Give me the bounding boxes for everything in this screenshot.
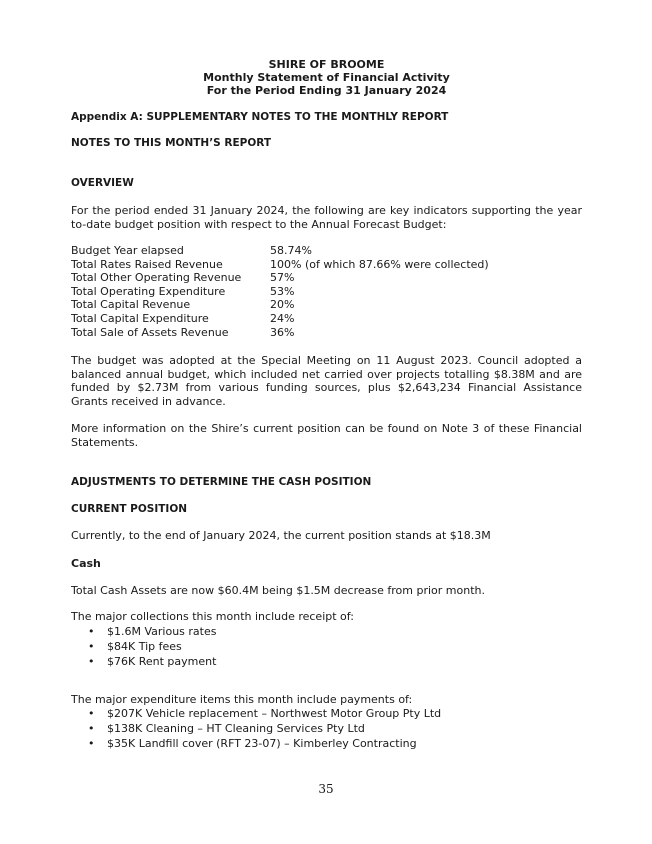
report-title: Monthly Statement of Financial Activity [203, 71, 450, 84]
collection-item: • $1.6M Various rates [107, 624, 582, 639]
indicator-label: Total Operating Expenditure [71, 284, 226, 298]
expenditure-list [71, 706, 582, 751]
current-position-heading: CURRENT POSITION [71, 503, 188, 516]
cash-assets-text: Total Cash Assets are now $60.4M being $1.5M decrease from prior month. [71, 583, 485, 597]
overview-heading: OVERVIEW [71, 177, 134, 189]
indicator-row [71, 285, 582, 299]
adjustments-heading: ADJUSTMENTS TO DETERMINE THE CASH POSITION [71, 476, 372, 489]
indicator-row [71, 244, 582, 258]
indicator-label: Total Capital Expenditure [71, 311, 209, 325]
expenditure-intro: The major expenditure items this month include payments of: [71, 692, 413, 706]
collection-item: • $76K Rent payment [107, 654, 582, 669]
collection-item: • $84K Tip fees [107, 639, 582, 654]
indicator-row [71, 312, 582, 326]
page-number: 35 [318, 782, 334, 796]
expenditure-item: • $35K Landfill cover (RFT 23-07) – Kimberley Contracting [107, 736, 582, 751]
indicator-value: 20% [270, 298, 295, 312]
collections-intro: The major collections this month include receipt of: [71, 610, 354, 624]
indicator-value: 58.74% [270, 244, 312, 257]
indicator-label: Total Other Operating Revenue [71, 271, 242, 285]
indicator-label: Total Rates Raised Revenue [71, 257, 223, 271]
indicator-value: 53% [270, 284, 295, 298]
indicator-value: 24% [270, 311, 295, 325]
document-page [71, 58, 582, 751]
indicator-label: Total Capital Revenue [71, 298, 191, 312]
indicator-label: Budget Year elapsed [71, 244, 184, 257]
report-period: For the Period Ending 31 January 2024 [206, 84, 447, 97]
indicator-row [71, 258, 582, 272]
organisation-title: SHIRE OF BROOME [268, 58, 385, 71]
indicator-label: Total Sale of Assets Revenue [71, 325, 229, 339]
key-indicators-list [71, 244, 582, 339]
indicator-value: 57% [270, 271, 295, 285]
current-position-text: Currently, to the end of January 2024, the current position stands at $18.3M [71, 529, 491, 543]
indicator-row [71, 326, 582, 340]
indicator-value: 100% (of which 87.66% were collected) [270, 257, 489, 271]
document-header [71, 58, 582, 97]
indicator-row [71, 298, 582, 312]
expenditure-item: • $138K Cleaning – HT Cleaning Services Pty Ltd [107, 721, 582, 736]
more-information-paragraph: More information on the Shire’s current position can be found on Note 3 of these Financial Statements. [71, 422, 582, 449]
appendix-heading: Appendix A: SUPPLEMENTARY NOTES TO THE MONTHLY REPORT [71, 111, 449, 123]
cash-heading: Cash [71, 556, 101, 570]
indicator-row [71, 271, 582, 285]
notes-heading: NOTES TO THIS MONTH’S REPORT [71, 137, 272, 149]
budget-adoption-paragraph: The budget was adopted at the Special Meeting on 11 August 2023. Council adopted a balanced annual budget, which included net carried over projects totalling $8.38M and are funded by $2.73M from various funding sources, plus $2,643,234 Financial Assistance Grants received in advance. [71, 354, 582, 408]
collections-list [71, 624, 582, 669]
expenditure-item: • $207K Vehicle replacement – Northwest Motor Group Pty Ltd [107, 706, 582, 721]
indicator-value: 36% [270, 325, 295, 339]
overview-intro: For the period ended 31 January 2024, the following are key indicators supporting the year to-date budget position with respect to the Annual Forecast Budget: [71, 204, 582, 231]
